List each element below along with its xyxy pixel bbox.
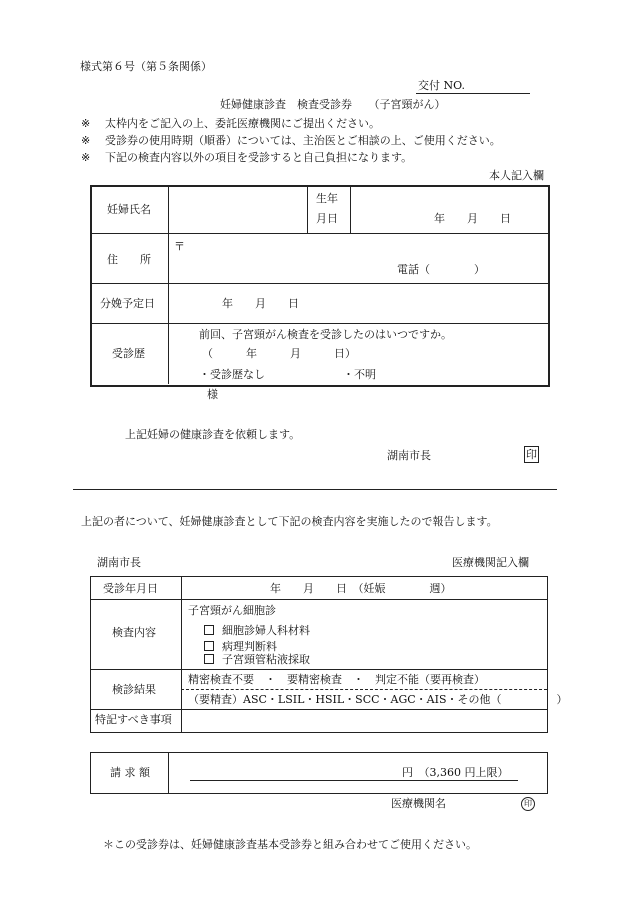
issue-number-label: 交付 NO. — [418, 79, 465, 92]
due-date-label: 分娩予定日 — [100, 297, 155, 310]
report-mayor: 湖南市長 — [97, 556, 141, 569]
checkbox[interactable] — [204, 641, 214, 651]
institution-seal: 印 — [521, 797, 535, 811]
page-title: 妊婦健康診査 検査受診券 （子宮頸がん） — [220, 98, 446, 111]
report-text: 上記の者について、妊婦健康診査として下記の検査内容を実施したので報告します。 — [81, 515, 498, 528]
dob-label: 月日 — [316, 212, 338, 225]
history-question: 前回、子宮頸がん検査を受診したのはいつですか。 — [199, 328, 452, 341]
history-unknown-option[interactable]: ・不明 — [343, 368, 376, 381]
name-field[interactable] — [170, 187, 306, 232]
exam-date-field[interactable]: 年 月 日 （妊娠 週） — [270, 582, 452, 595]
exam-content-title: 子宮頸がん細胞診 — [188, 604, 276, 617]
note-text: 受診券の使用時期（順番）については、主治医とご相談の上、ご使用ください。 — [105, 134, 501, 147]
honorific: 様 — [207, 388, 218, 401]
exam-date-label: 受診年月日 — [103, 582, 158, 595]
history-date-field[interactable]: （ 年 月 日） — [202, 347, 356, 360]
exam-item[interactable]: 細胞診婦人科材料 — [204, 624, 310, 638]
section1-label: 本人記入欄 — [489, 169, 544, 182]
note-mark: ※ — [81, 134, 91, 147]
billing-label: 請 求 額 — [110, 766, 150, 779]
official-seal: 印 — [526, 448, 537, 461]
request-text: 上記妊婦の健康診査を依頼します。 — [125, 428, 301, 441]
footer-note: ＊この受診券は、妊婦健康診査基本受診券と組み合わせてご使用ください。 — [103, 838, 477, 851]
due-date-field[interactable]: 年 月 日 — [222, 297, 299, 310]
checkbox[interactable] — [204, 654, 214, 664]
remarks-label: 特記すべき事項 — [95, 713, 172, 726]
history-label: 受診歴 — [112, 347, 145, 360]
note-mark: ※ — [81, 151, 91, 164]
history-none-option[interactable]: ・受診歴なし — [199, 368, 265, 381]
address-label: 住 所 — [107, 253, 151, 266]
billing-amount-line[interactable] — [190, 780, 518, 781]
exam-content-label: 検査内容 — [112, 626, 156, 639]
result-detail-options[interactable]: （要精査）ASC・LSIL・HSIL・SCC・AGC・AIS・その他（ ） — [188, 693, 568, 706]
postal-mark: 〒 — [174, 240, 185, 253]
note-mark: ※ — [81, 117, 91, 130]
mayor-name: 湖南市長 — [387, 449, 431, 462]
section-divider — [73, 489, 557, 490]
remarks-field[interactable] — [183, 711, 545, 730]
billing-amount: 円 （3,360 円上限） — [402, 766, 509, 779]
note-text: 下記の検査内容以外の項目を受診すると自己負担になります。 — [105, 151, 413, 164]
result-options[interactable]: 精密検査不要 ・ 要精密検査 ・ 判定不能（要再検査） — [188, 673, 485, 686]
result-label: 検診結果 — [112, 683, 156, 696]
dob-label: 生年 — [316, 192, 338, 205]
name-label: 妊婦氏名 — [107, 203, 151, 216]
section2-label: 医療機関記入欄 — [452, 556, 529, 569]
exam-item[interactable]: 病理判断料 — [204, 640, 277, 654]
checkbox[interactable] — [204, 625, 214, 635]
phone-field[interactable]: 電話（ ） — [397, 263, 485, 276]
note-text: 太枠内をご記入の上、委託医療機関にご提出ください。 — [105, 117, 380, 130]
issue-number-line[interactable] — [416, 93, 530, 94]
institution-label: 医療機関名 — [391, 797, 446, 810]
form-id: 様式第６号（第５条関係） — [80, 60, 212, 73]
exam-item[interactable]: 子宮頸管粘液採取 — [204, 653, 310, 667]
dob-field[interactable]: 年 月 日 — [434, 212, 511, 225]
